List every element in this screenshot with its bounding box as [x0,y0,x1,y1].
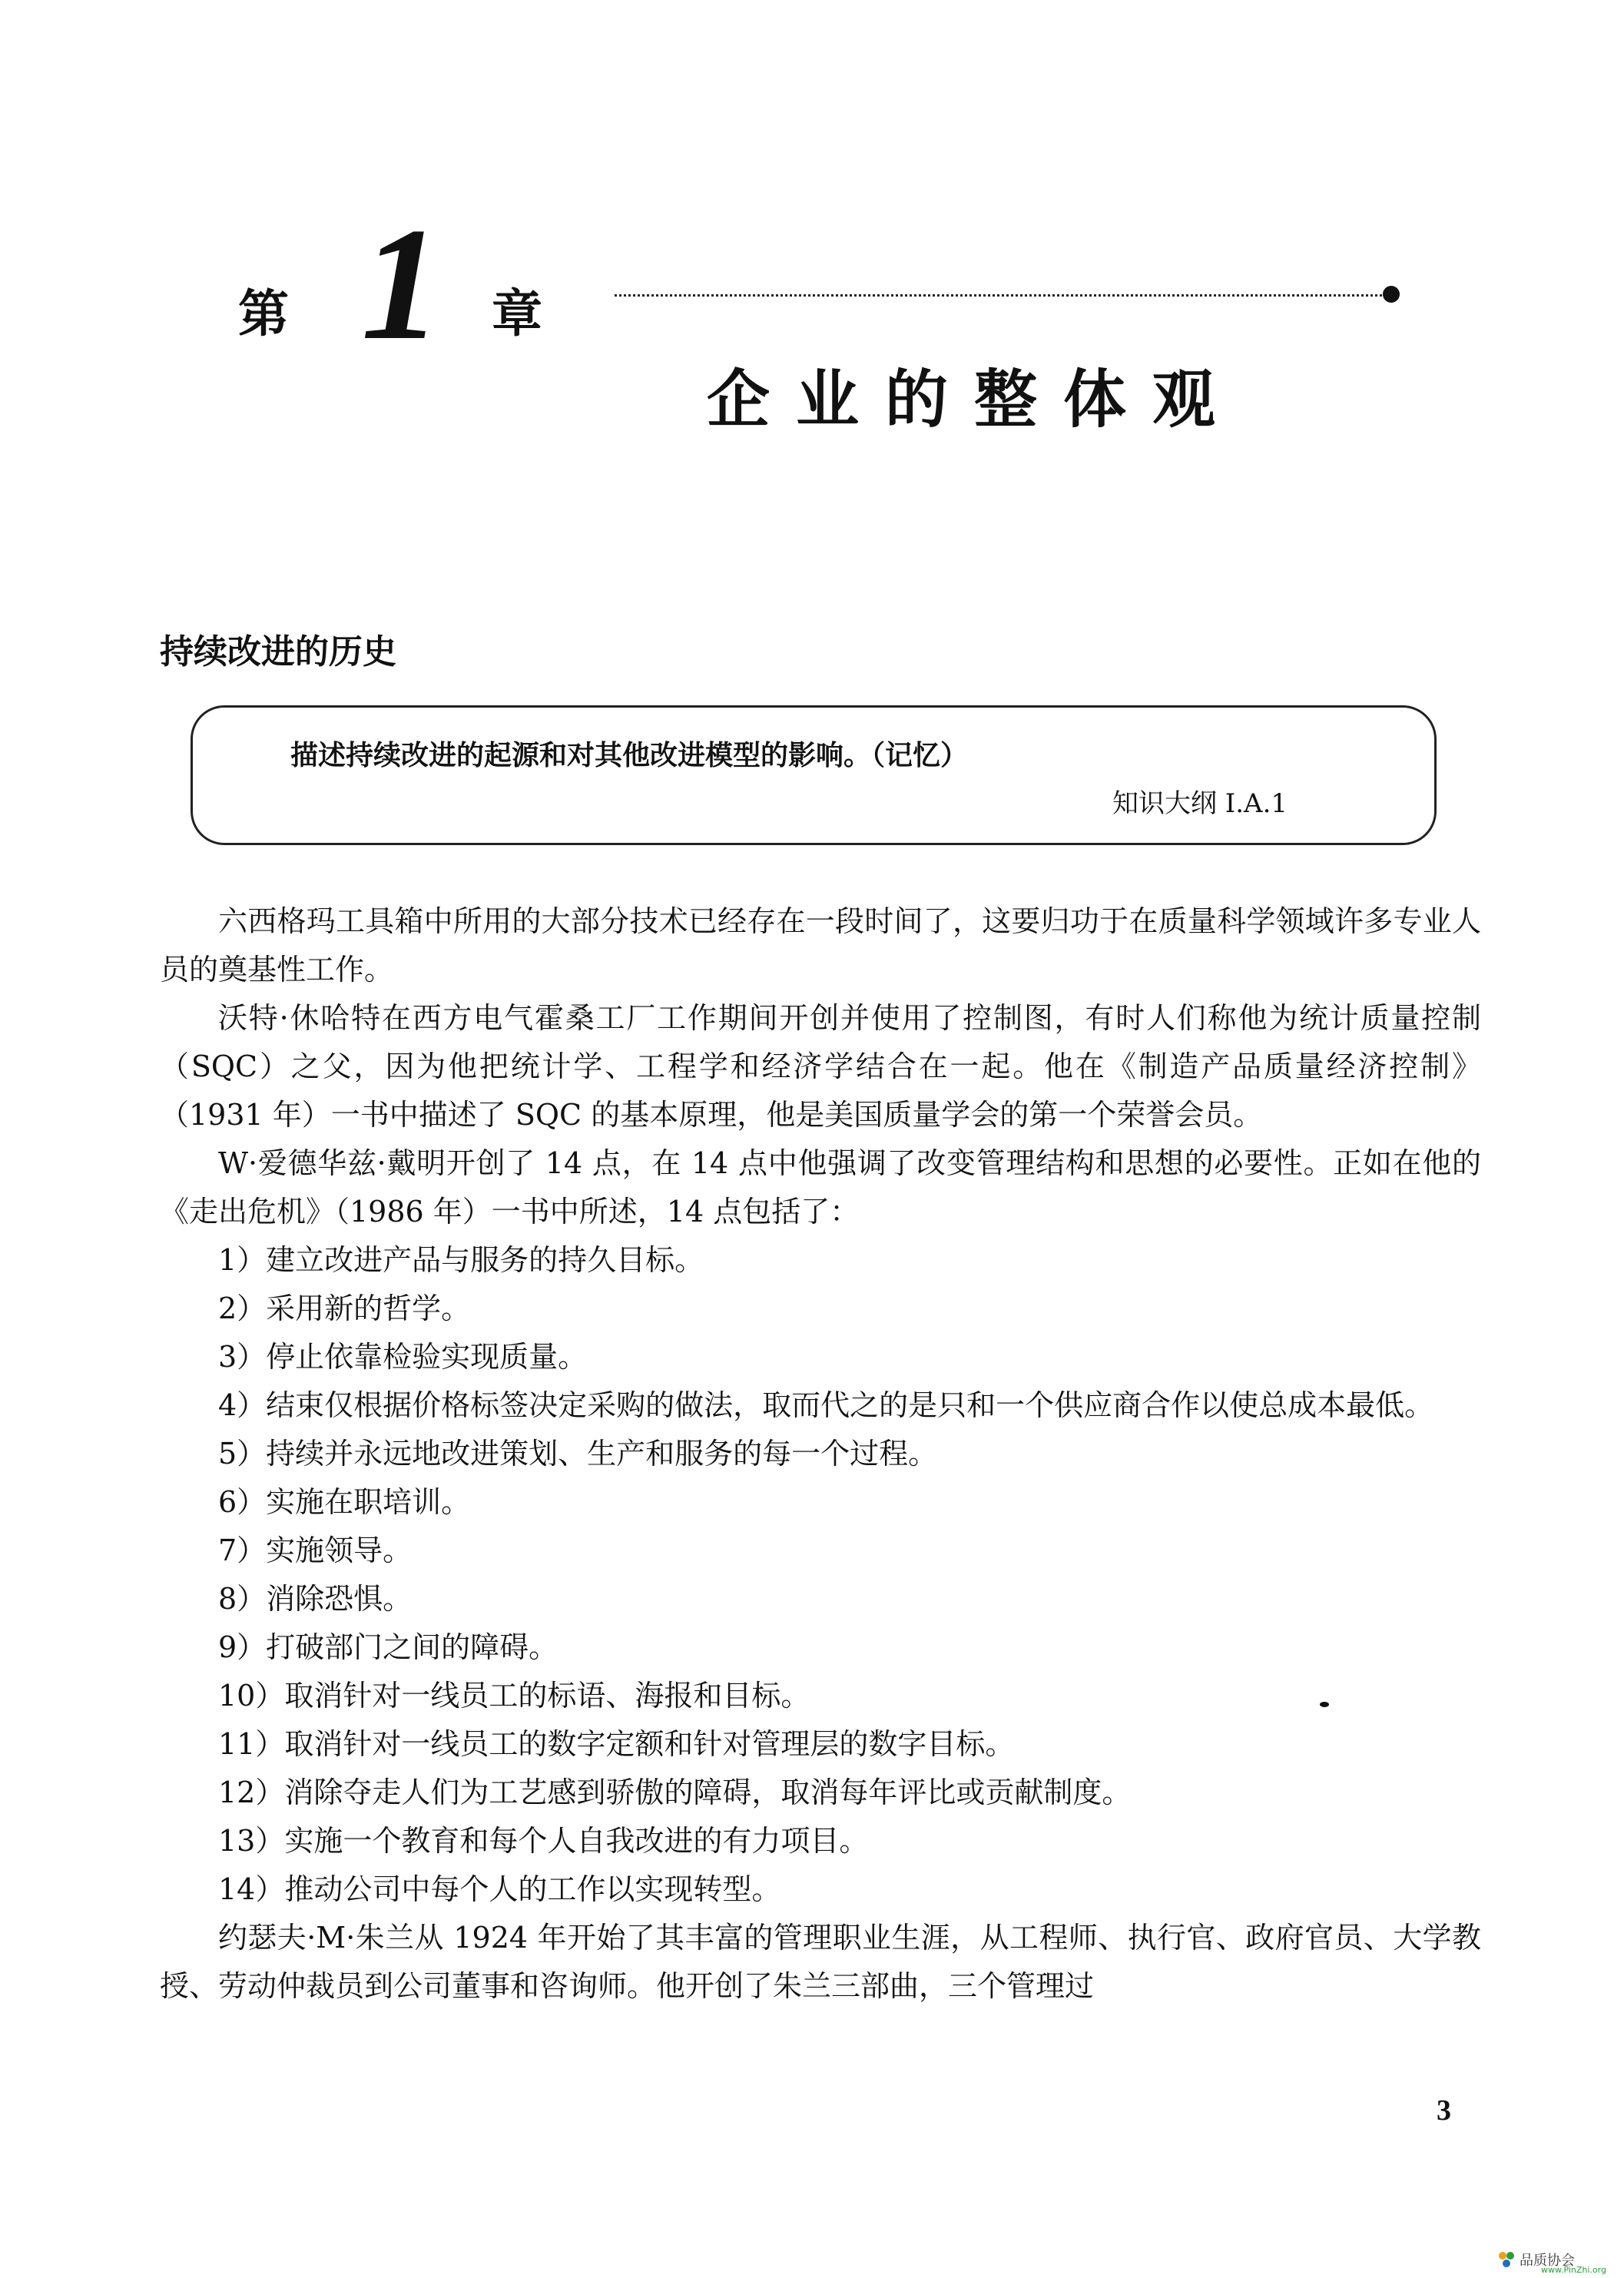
section-heading: 持续改进的历史 [160,632,396,671]
list-item: 12）消除夺走人们为工艺感到骄傲的障碍，取消每年评比或贡献制度。 [218,1776,1132,1809]
list-item: 10）取消针对一线员工的标语、海报和目标。 [218,1679,810,1713]
scan-speck [1320,1702,1329,1707]
list-item: 13）实施一个教育和每个人自我改进的有力项目。 [218,1824,869,1858]
watermark-name: 品质协会 [1520,2253,1575,2269]
list-item: 2）采用新的哲学。 [218,1292,471,1325]
list-item: 14）推动公司中每个人的工作以实现转型。 [218,1872,781,1906]
paragraph: 六西格玛工具箱中所用的大部分技术已经存在一段时间了，这要归功于在质量科学领域许多专业人员的奠基性工作。 [160,904,1481,986]
pinzhi-logo-icon [1496,2250,1516,2270]
list-item: 3）停止依靠检验实现质量。 [218,1340,588,1374]
divider-end-dot [1383,286,1400,303]
chapter-prefix: 第 [238,284,289,343]
chapter-suffix: 章 [492,284,542,343]
chapter-divider-line [615,294,1387,297]
objective-text: 描述持续改进的起源和对其他改进模型的影响。（记忆） [290,740,969,771]
list-item: 1）建立改进产品与服务的持久目标。 [218,1243,704,1277]
list-item: 7）实施领导。 [218,1534,413,1567]
list-item: 8）消除恐惧。 [218,1582,413,1616]
chapter-number: 1 [361,195,442,373]
list-item: 4）结束仅根据价格标签决定采购的做法，取而代之的是只和一个供应商合作以使总成本最低。 [218,1388,1434,1422]
chapter-title: 企业的整体观 [707,363,1242,436]
paragraph: W·爱德华兹·戴明开创了 14 点，在 14 点中他强调了改变管理结构和思想的必要性。正如在他的《走出危机》（1986 年）一书中所述，14 点包括了： [160,1146,1481,1229]
paragraph: 沃特·休哈特在西方电气霍桑工厂工作期间开创并使用了控制图，有时人们称他为统计质量控制（SQC）之父，因为他把统计学、工程学和经济学结合在一起。他在《制造产品质量经济控制》（1931 年）一书中描述了 SQC 的基本原理，他是美国质量学会的第一个荣誉会员。 [160,1001,1481,1132]
page-number: 3 [1437,2094,1451,2127]
paragraph: 约瑟夫·M·朱兰从 1924 年开始了其丰富的管理职业生涯，从工程师、执行官、政府官员、大学教授、劳动仲裁员到公司董事和咨询师。他开创了朱兰三部曲，三个管理过 [160,1921,1481,2003]
syllabus-reference: 知识大纲 I.A.1 [1112,788,1288,819]
list-item: 5）持续并永远地改进策划、生产和服务的每一个过程。 [218,1437,938,1471]
objective-box [191,705,1437,845]
watermark-url: www.PinZhi.org [1541,2265,1606,2275]
list-item: 9）打破部门之间的障碍。 [218,1630,558,1664]
body-text [160,897,1481,2011]
list-item: 11）取消针对一线员工的数字定额和针对管理层的数字目标。 [218,1727,1015,1761]
list-item: 6）实施在职培训。 [218,1485,471,1519]
